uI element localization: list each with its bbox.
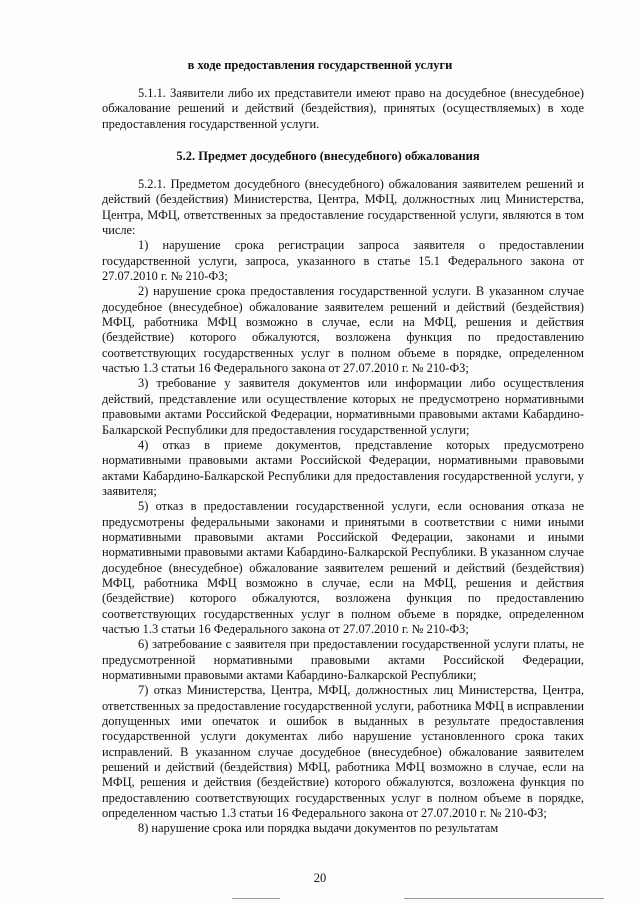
list-item-2: 2) нарушение срока предоставления государственной услуги. В указанном случае досудебное (внесудебное) обжалование заявителем решений и действий (бездействия) МФЦ, работника МФЦ возможно в случае, если на МФЦ, решения и действия (бездействие) которого обжалуются, возложена функция по предоставлению соответствующих государственных услуг в полном объеме в порядке, определенном частью 1.3 статьи 16 Федерального закона от 27.07.2010 г. № 210-ФЗ; [102, 284, 584, 376]
section-heading-top: в ходе предоставления государственной услуги [187, 58, 453, 72]
list-item-4: 4) отказ в приеме документов, представление которых предусмотрено нормативными правовыми актами Российской Федерации, нормативными правовыми актами Кабардино-Балкарской Республики для предоставления государственной услуги, у заявителя; [102, 437, 584, 498]
list-item-5: 5) отказ в предоставлении государственной услуги, если основания отказа не предусмотрены федеральными законами и принятыми в соответствии с ними иными нормативными правовыми актами Российской Федерации, законами и иными нормативными правовыми актами Кабардино-Балкарской Республики. В указанном случае досудебное (внесудебное) обжалование заявителем решений и действий (бездействия) МФЦ, работника МФЦ возможно в случае, если на МФЦ, решения и действия (бездействие) которого обжалуются, возложена функция по предоставлению соответствующих государственных услуг в полном объеме в порядке, определенном частью 1.3 статьи 16 Федерального закона от 27.07.2010 г. № 210-ФЗ; [102, 499, 584, 636]
paragraph-5-1-1: 5.1.1. Заявители либо их представители имеют право на досудебное (внесудебное) обжалование решений и действий (бездействия), принятых (осуществляемых) в ходе предоставления государственной услуги. [102, 86, 584, 131]
paragraph-block-5-2 [102, 177, 584, 837]
page-number: 20 [313, 871, 327, 885]
footer-rule-right [404, 898, 604, 899]
list-item-8: 8) нарушение срока или порядка выдачи документов по результатам [138, 821, 499, 836]
section-heading-5-2: 5.2. Предмет досудебного (внесудебного) обжалования [176, 149, 480, 163]
list-item-3: 3) требование у заявителя документов или информации либо осуществления действий, представление или осуществление которых не предусмотрено нормативными правовыми актами Российской Федерации, нормативными правовыми актами Кабардино-Балкарской Республики для предоставления государственной услуги; [102, 376, 584, 437]
list-item-1: 1) нарушение срока регистрации запроса заявителя о предоставлении государственной услуги, запроса, указанного в статье 15.1 Федерального закона от 27.07.2010 г. № 210-ФЗ; [102, 238, 584, 284]
paragraph-block-5-1 [102, 86, 584, 132]
list-item-6: 6) затребование с заявителя при предоставлении государственной услуги платы, не предусмотренной нормативными правовыми актами Российской Федерации, нормативными правовыми актами Кабардино-Балкарской Республики; [102, 637, 584, 682]
footer-rule-left [232, 898, 280, 899]
list-item-7: 7) отказ Министерства, Центра, МФЦ, должностных лиц Министерства, Центра, ответственных за предоставление государственной услуги, работника МФЦ в исправлении допущенных ими опечаток и ошибок в выданных в результате предоставления государственной услуги документах либо нарушение установленного срока таких исправлений. В указанном случае досудебное (внесудебное) обжалование заявителем решений и действий (бездействия) МФЦ, работника МФЦ возможно в случае, если на МФЦ, решения и действия (бездействие) которого обжалуются, возложена функция по предоставлению соответствующих государственных услуг в полном объеме в порядке, определенном частью 1.3 статьи 16 Федерального закона от 27.07.2010 г. № 210-ФЗ; [102, 683, 584, 821]
paragraph-5-2-1: 5.2.1. Предметом досудебного (внесудебного) обжалования заявителем решений и действий (бездействия) Министерства, Центра, МФЦ, должностных лиц Министерства, Центра, МФЦ, ответственных за предоставление государственной услуги, являются в том числе: [102, 177, 584, 238]
